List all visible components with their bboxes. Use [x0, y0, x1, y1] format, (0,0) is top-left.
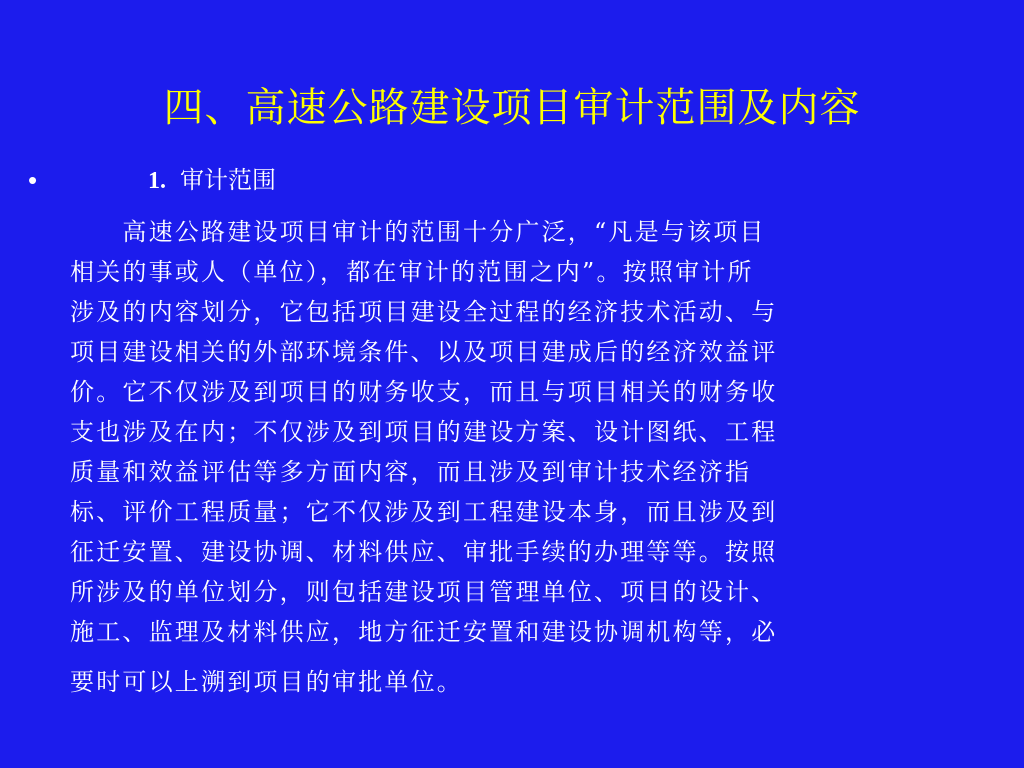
body-line: 征迁安置、建设协调、材料供应、审批手续的办理等等。按照 [70, 538, 778, 566]
body-line: 支也涉及在内；不仅涉及到项目的建设方案、设计图纸、工程 [70, 418, 778, 446]
body-line: 质量和效益评估等多方面内容，而且涉及到审计技术经济指 [70, 458, 752, 486]
body-line: 标、评价工程质量；它不仅涉及到工程建设本身，而且涉及到 [70, 498, 778, 526]
slide-title: 四、高速公路建设项目审计范围及内容 [163, 85, 861, 131]
body-line: 施工、监理及材料供应，地方征迁安置和建设协调机构等，必 [70, 618, 778, 646]
body-line: 项目建设相关的外部环境条件、以及项目建成后的经济效益评 [70, 338, 778, 366]
body-line: 涉及的内容划分，它包括项目建设全过程的经济技术活动、与 [70, 298, 778, 326]
body-line: 要时可以上溯到项目的审批单位。 [70, 668, 463, 696]
section-heading-text: 审计范围 [180, 166, 276, 194]
body-line: 所涉及的单位划分，则包括建设项目管理单位、项目的设计、 [70, 578, 778, 606]
bullet-point: • [28, 165, 38, 195]
body-line: 高速公路建设项目审计的范围十分广泛，“凡是与该项目 [70, 218, 766, 246]
body-line: 相关的事或人（单位），都在审计的范围之内”。按照审计所 [70, 258, 754, 286]
section-number: 1. [148, 168, 166, 194]
body-line: 价。它不仅涉及到项目的财务收支，而且与项目相关的财务收 [70, 378, 778, 406]
